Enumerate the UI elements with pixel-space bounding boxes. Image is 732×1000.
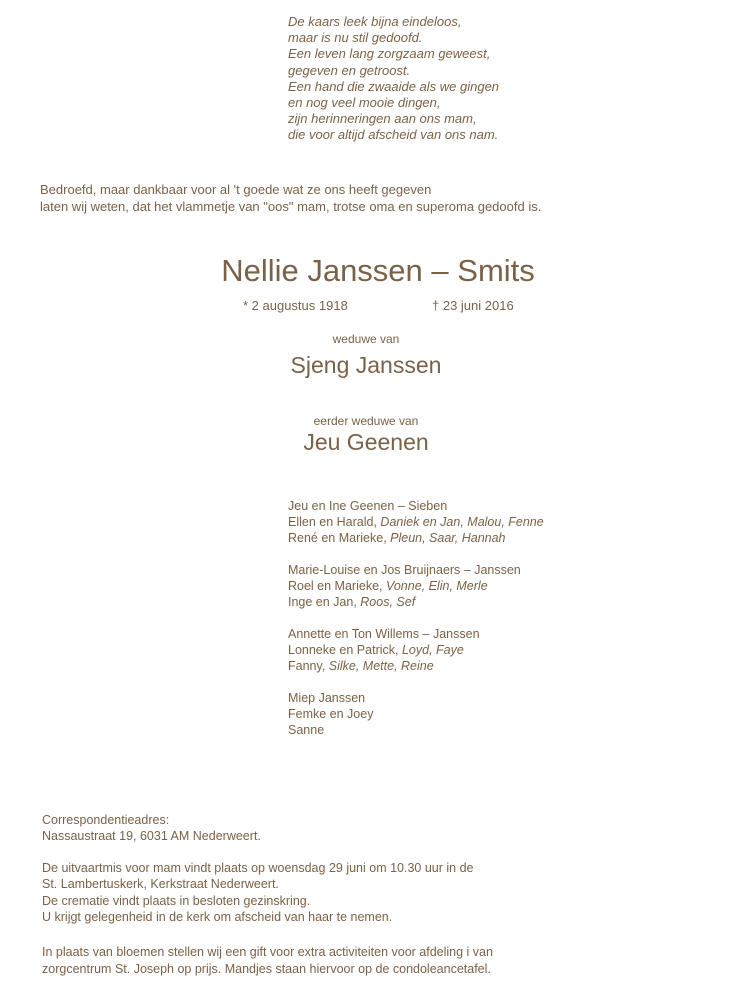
intro-line: Bedroefd, maar dankbaar voor al 't goede wat ze ons heeft gegeven (40, 182, 432, 197)
ceremony-line: St. Lambertuskerk, Kerkstraat Nederweert. (42, 877, 279, 892)
footer-info (42, 812, 493, 977)
previous-widow-label: eerder weduwe van (313, 414, 419, 428)
husband-name: Sjeng Janssen (290, 352, 442, 378)
family-line-children: Vonne, Elin, Merle (385, 579, 488, 593)
family-group (288, 498, 544, 546)
deceased-name (0, 251, 732, 291)
family-line-children: Daniek en Jan, Malou, Fenne (380, 515, 544, 529)
family-line (288, 658, 544, 674)
address-label: Correspondentieadres: (42, 813, 170, 827)
ceremony-line: De uitvaartmis voor mam vindt plaats op woensdag 29 juni om 10.30 uur in de (42, 860, 474, 875)
flowers-line: In plaats van bloemen stellen wij een gift voor extra activiteiten voor afdeling i van (42, 945, 493, 960)
family-line (288, 626, 544, 642)
address: Nassaustraat 19, 6031 AM Nederweert. (42, 829, 261, 844)
deceased-first-name: Nellie Janssen (221, 253, 423, 288)
family-line-children: Pleun, Saar, Hannah (390, 531, 506, 545)
family-line-names: Sanne (288, 723, 325, 737)
family-line (288, 642, 544, 658)
family-line-names: Annette en Ton Willems – Janssen (288, 627, 480, 641)
family-line-names: Jeu en Ine Geenen – Sieben (288, 499, 448, 513)
family-line (288, 498, 544, 514)
family-line (288, 514, 544, 530)
family-line (288, 578, 544, 594)
family-line-names: Lonneke en Patrick, (288, 643, 402, 657)
family-line (288, 706, 544, 722)
poem-line: Een hand die zwaaide als we gingen (288, 78, 500, 94)
family-line-names: Marie-Louise en Jos Bruijnaers – Janssen (288, 563, 521, 577)
poem (288, 14, 499, 144)
poem-line: Een leven lang zorgzaam geweest, (288, 46, 491, 62)
ceremony-line: De crematie vindt plaats in besloten gezinskring. (42, 893, 311, 908)
family-list (288, 498, 544, 754)
family-line-children: Loyd, Faye (401, 643, 464, 657)
ceremony-line: U krijgt gelegenheid in de kerk om afscheid van haar te nemen. (42, 910, 393, 925)
family-line-children: Silke, Mette, Reine (328, 659, 434, 673)
family-group (288, 562, 544, 610)
poem-line: die voor altijd afscheid van ons nam. (288, 127, 499, 143)
family-line-names: René en Marieke, (288, 531, 391, 545)
family-line (288, 690, 544, 706)
birth-date: * 2 augustus 1918 (243, 298, 348, 313)
poem-line: gegeven en getroost. (288, 62, 411, 78)
family-line (288, 530, 544, 546)
poem-line: maar is nu stil gedoofd. (288, 30, 423, 46)
poem-line: zijn herinneringen aan ons mam, (288, 111, 477, 127)
family-line (288, 594, 544, 610)
widow-label: weduwe van (332, 332, 400, 346)
family-line-names: Ellen en Harald, (288, 515, 381, 529)
family-line-names: Roel en Marieke, (288, 579, 386, 593)
family-line-names: Femke en Joey (288, 707, 374, 721)
name-separator: – (431, 253, 449, 288)
family-line-names: Fanny, (288, 659, 329, 673)
death-date: † 23 juni 2016 (432, 298, 514, 313)
family-group (288, 626, 544, 674)
family-line-names: Inge en Jan, (288, 595, 361, 609)
previous-husband-name: Jeu Geenen (303, 429, 429, 455)
poem-line: De kaars leek bijna eindeloos, (288, 14, 462, 29)
family-line (288, 722, 544, 738)
intro-line: laten wij weten, dat het vlammetje van "oos" mam, trotse oma en superoma gedoofd is. (40, 198, 542, 214)
poem-line: en nog veel mooie dingen, (288, 95, 441, 111)
deceased-maiden-name: Smits (457, 253, 535, 288)
family-group (288, 690, 544, 738)
family-line-names: Miep Janssen (288, 691, 366, 705)
family-line (288, 562, 544, 578)
family-line-children: Roos, Sef (360, 595, 416, 609)
flowers-line: zorgcentrum St. Joseph op prijs. Mandjes staan hiervoor op de condoleancetafel. (42, 961, 491, 976)
intro-text (40, 182, 541, 215)
